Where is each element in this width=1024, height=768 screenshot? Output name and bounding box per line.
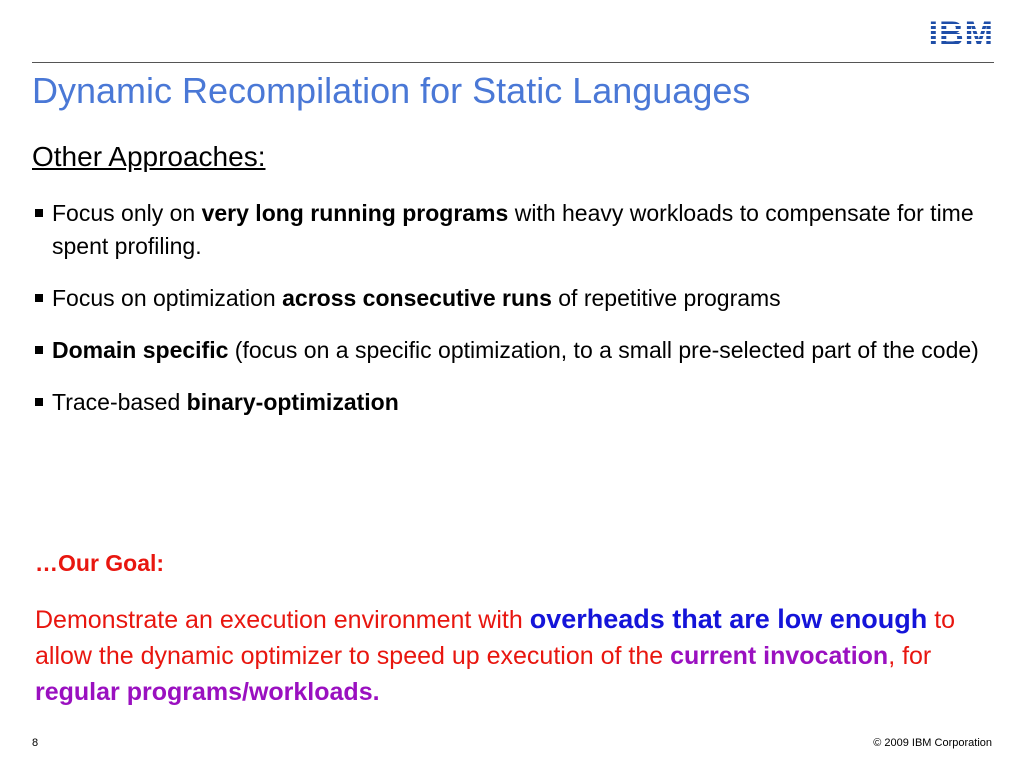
bullet-emphasis: Domain specific bbox=[52, 337, 229, 363]
section-heading: Other Approaches: bbox=[32, 141, 266, 172]
bullet-item bbox=[32, 334, 992, 367]
header-divider bbox=[32, 62, 994, 63]
bullet-emphasis: very long running programs bbox=[201, 200, 509, 226]
page-number: 8 bbox=[32, 737, 39, 749]
bullet-text: of repetitive programs bbox=[551, 285, 781, 311]
bullet-item bbox=[32, 282, 992, 315]
approaches-list bbox=[32, 197, 992, 438]
goal-heading: …Our Goal: bbox=[35, 550, 165, 576]
square-bullet-icon bbox=[35, 209, 43, 217]
goal-emphasis-workloads: regular programs/workloads. bbox=[35, 678, 380, 706]
bullet-emphasis: binary-optimization bbox=[186, 389, 399, 415]
slide-title: Dynamic Recompilation for Static Languages bbox=[32, 70, 751, 111]
bullet-item bbox=[32, 197, 992, 263]
bullet-item bbox=[32, 386, 992, 419]
bullet-text: Focus on optimization bbox=[52, 285, 283, 311]
goal-section bbox=[35, 550, 985, 710]
bullet-text: with heavy workloads to compensate for time spent profiling. bbox=[52, 200, 974, 259]
bullet-text: Focus only on bbox=[52, 200, 202, 226]
goal-text-part: , for bbox=[888, 642, 932, 670]
bullet-emphasis: across consecutive runs bbox=[282, 285, 552, 311]
goal-text-part: to allow the dynamic optimizer to speed up execution of the bbox=[35, 606, 956, 670]
goal-emphasis-overheads: overheads that are low enough bbox=[529, 604, 928, 634]
square-bullet-icon bbox=[35, 346, 43, 354]
copyright-notice: © 2009 IBM Corporation bbox=[873, 737, 992, 749]
square-bullet-icon bbox=[35, 294, 43, 302]
bullet-text: Trace-based bbox=[52, 389, 187, 415]
bullet-text: (focus on a specific optimization, to a small pre-selected part of the code) bbox=[228, 337, 979, 363]
goal-text-part: Demonstrate an execution environment with bbox=[35, 606, 530, 634]
goal-emphasis-invocation: current invocation bbox=[670, 642, 889, 670]
ibm-logo: IBM bbox=[928, 15, 994, 53]
square-bullet-icon bbox=[35, 398, 43, 406]
goal-statement bbox=[35, 601, 985, 710]
